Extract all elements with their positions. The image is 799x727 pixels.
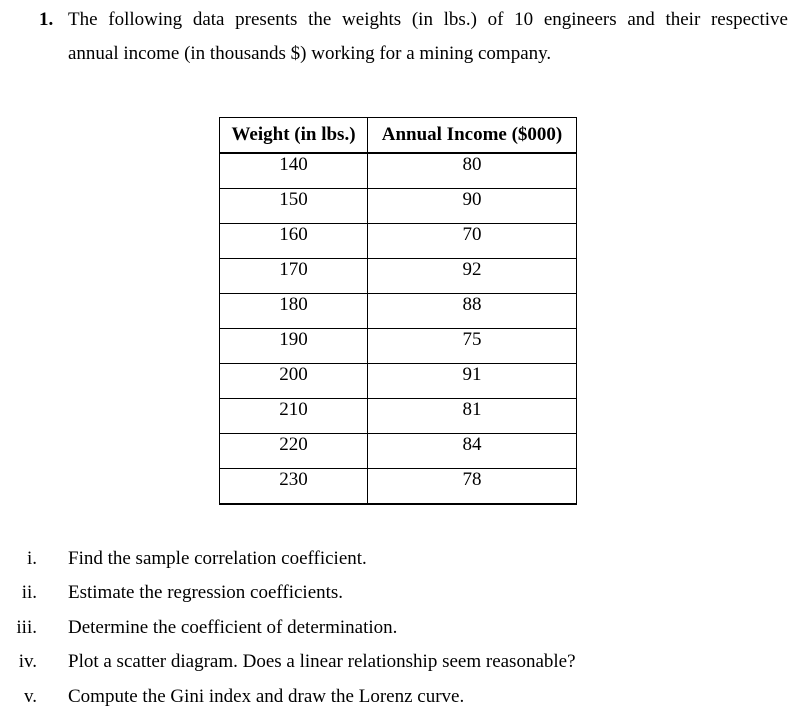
cell-weight: 160 bbox=[220, 224, 368, 259]
task-number: iii. bbox=[16, 617, 37, 638]
cell-weight: 180 bbox=[220, 294, 368, 329]
question-text-line-1: The following data presents the weights (in lbs.) of 10 engineers and their respective bbox=[68, 9, 788, 30]
table-row bbox=[220, 364, 577, 399]
cell-weight: 200 bbox=[220, 364, 368, 399]
task-number: v. bbox=[23, 686, 37, 707]
task-text: Find the sample correlation coefficient. bbox=[68, 548, 367, 569]
cell-income: 91 bbox=[368, 364, 577, 399]
task-number: ii. bbox=[21, 582, 37, 603]
data-table bbox=[219, 117, 577, 505]
cell-income: 84 bbox=[368, 434, 577, 469]
table-row bbox=[220, 329, 577, 364]
task-text: Determine the coefficient of determination. bbox=[68, 617, 398, 638]
table-row bbox=[220, 153, 577, 189]
cell-weight: 220 bbox=[220, 434, 368, 469]
header-weight: Weight (in lbs.) bbox=[220, 118, 368, 154]
table-row bbox=[220, 224, 577, 259]
cell-income: 78 bbox=[368, 469, 577, 505]
cell-weight: 210 bbox=[220, 399, 368, 434]
cell-income: 81 bbox=[368, 399, 577, 434]
question-text-line-2: annual income (in thousands $) working for a mining company. bbox=[68, 43, 552, 64]
cell-income: 80 bbox=[368, 153, 577, 189]
cell-weight: 230 bbox=[220, 469, 368, 505]
cell-weight: 140 bbox=[220, 153, 368, 189]
task-text: Estimate the regression coefficients. bbox=[68, 582, 344, 603]
task-item bbox=[0, 615, 799, 641]
cell-weight: 150 bbox=[220, 189, 368, 224]
task-number: i. bbox=[26, 548, 37, 569]
task-text: Compute the Gini index and draw the Lorenz curve. bbox=[68, 686, 465, 707]
table-row bbox=[220, 294, 577, 329]
header-income: Annual Income ($000) bbox=[368, 118, 577, 154]
table-row bbox=[220, 434, 577, 469]
question-number: 1. bbox=[39, 9, 54, 30]
cell-income: 90 bbox=[368, 189, 577, 224]
cell-weight: 190 bbox=[220, 329, 368, 364]
cell-income: 75 bbox=[368, 329, 577, 364]
task-item bbox=[0, 684, 799, 710]
task-item bbox=[0, 649, 799, 675]
table-row bbox=[220, 259, 577, 294]
cell-income: 92 bbox=[368, 259, 577, 294]
task-item bbox=[0, 546, 799, 572]
cell-income: 70 bbox=[368, 224, 577, 259]
table-row bbox=[220, 189, 577, 224]
cell-weight: 170 bbox=[220, 259, 368, 294]
task-item bbox=[0, 580, 799, 606]
task-number: iv. bbox=[18, 651, 37, 672]
task-text: Plot a scatter diagram. Does a linear relationship seem reasonable? bbox=[68, 651, 576, 672]
cell-income: 88 bbox=[368, 294, 577, 329]
table-row bbox=[220, 469, 577, 505]
table-header-row bbox=[220, 118, 577, 154]
table-row bbox=[220, 399, 577, 434]
